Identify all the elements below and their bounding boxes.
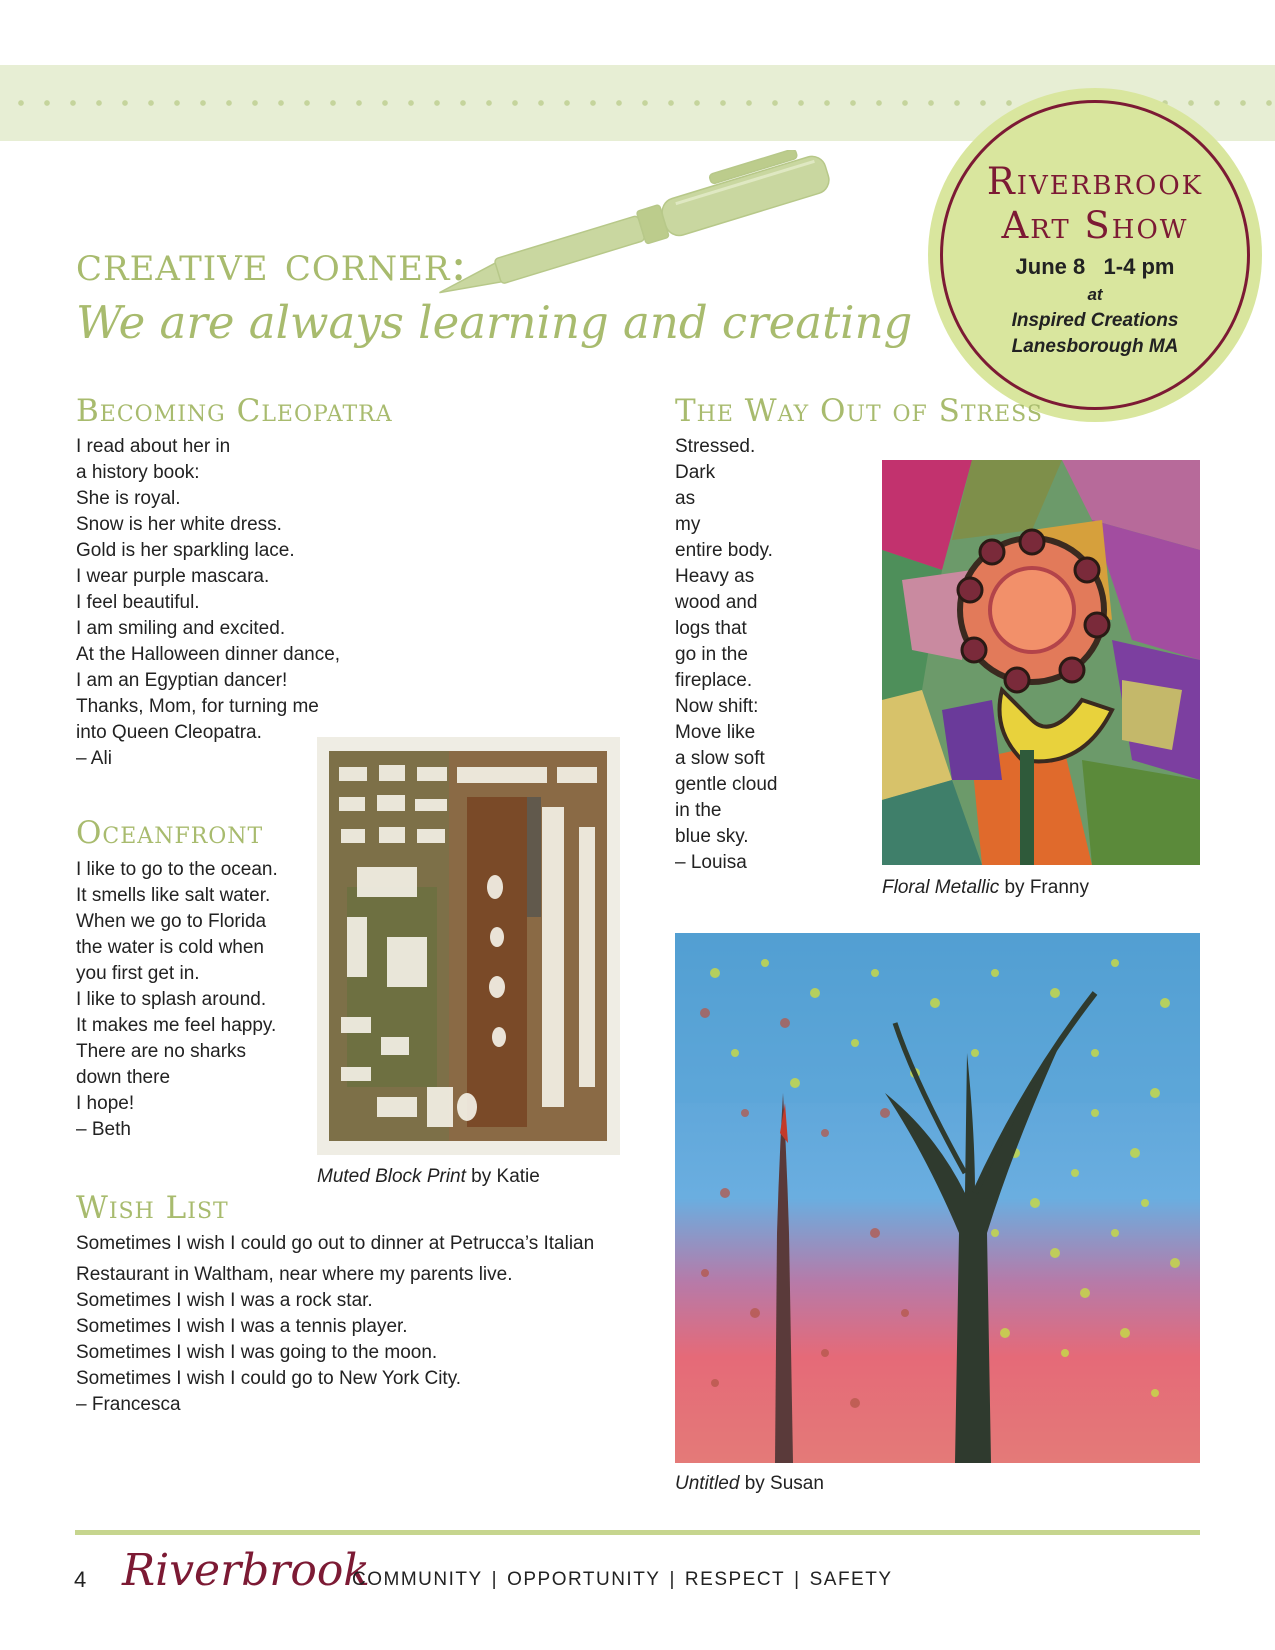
footer-rule [75, 1530, 1200, 1535]
caption-muted-block-print [317, 1166, 540, 1188]
poem-line: When we go to Florida [76, 911, 267, 932]
caption-untitled [675, 1473, 824, 1495]
poem-oceanfront [76, 857, 278, 1143]
poem-line: Snow is her white dress. [76, 514, 282, 535]
artwork-muted-block-print [317, 737, 620, 1155]
poem-line: Now shift: [675, 696, 759, 717]
poem-line: I am an Egyptian dancer! [76, 670, 288, 691]
poem-title-cleopatra: Becoming Cleopatra [76, 393, 393, 429]
artwork-title: Floral Metallic [882, 877, 1000, 898]
poem-line: entire body. [675, 540, 773, 561]
poem-line: Thanks, Mom, for turning me [76, 696, 319, 717]
poem-line: wood and [675, 592, 758, 613]
poem-line: – Francesca [76, 1394, 181, 1415]
poem-line: down there [76, 1067, 171, 1088]
poem-line: you first get in. [76, 963, 200, 984]
poem-line: Sometimes I wish I was going to the moon. [76, 1342, 438, 1363]
poem-line: It smells like salt water. [76, 885, 271, 906]
poem-line: I am smiling and excited. [76, 618, 286, 639]
poem-line: Restaurant in Waltham, near where my parents live. [76, 1264, 513, 1285]
poem-line: blue sky. [675, 826, 749, 847]
poem-line: gentle cloud [675, 774, 778, 795]
poem-line: a history book: [76, 462, 200, 483]
tagline-separator: | [669, 1569, 676, 1590]
riverbrook-logo: Riverbrook [122, 1545, 370, 1596]
poem-line: At the Halloween dinner dance, [76, 644, 341, 665]
poem-line: fireplace. [675, 670, 753, 691]
poem-line: It makes me feel happy. [76, 1015, 277, 1036]
poem-line: as [675, 488, 696, 509]
caption-floral-metallic [882, 877, 1089, 899]
poem-stress [675, 434, 777, 876]
poem-line: I feel beautiful. [76, 592, 200, 613]
artwork-title: Untitled [675, 1473, 740, 1494]
page-title: creative corner: [76, 236, 468, 292]
poem-title-oceanfront: Oceanfront [76, 815, 264, 851]
poem-title-wishlist: Wish List [76, 1190, 229, 1226]
poem-line: into Queen Cleopatra. [76, 722, 262, 743]
poem-wishlist [76, 1229, 594, 1416]
poem-line: go in the [675, 644, 748, 665]
artwork-artist: by Katie [465, 1166, 540, 1187]
artwork-floral-metallic [882, 460, 1200, 865]
poem-line: Sometimes I wish I was a tennis player. [76, 1316, 408, 1337]
artwork-title: Muted Block Print [317, 1166, 466, 1187]
poem-line: – Beth [76, 1119, 131, 1140]
badge-date: June 8 1-4 pm [1015, 254, 1175, 279]
poem-line: Sometimes I wish I was a rock star. [76, 1290, 373, 1311]
art-show-badge [928, 88, 1262, 422]
poem-line: my [675, 514, 701, 535]
poem-line: I wear purple mascara. [76, 566, 270, 587]
poem-line: logs that [675, 618, 747, 639]
poem-line: I read about her in [76, 436, 231, 457]
tagline-item: RESPECT [684, 1569, 786, 1590]
poem-line: Stressed. [675, 436, 756, 457]
badge-venue-line1: Inspired Creations [1011, 310, 1179, 331]
poem-cleopatra [76, 434, 340, 772]
poem-title-stress: The Way Out of Stress [675, 393, 1043, 429]
badge-at: at [1087, 285, 1103, 304]
badge-title-line2: Art Show [1001, 204, 1189, 247]
tagline-separator: | [491, 1569, 499, 1590]
artwork-artist: by Susan [739, 1473, 824, 1494]
poem-line: Sometimes I wish I could go out to dinner at Petrucca’s Italian [76, 1233, 595, 1254]
poem-line: I like to splash around. [76, 989, 267, 1010]
tagline-item: COMMUNITY [352, 1569, 483, 1590]
poem-line: She is royal. [76, 488, 181, 509]
footer-tagline [352, 1569, 893, 1591]
tagline-separator: | [794, 1569, 801, 1590]
tagline-item: OPPORTUNITY [507, 1569, 661, 1590]
poem-line: – Ali [76, 748, 112, 769]
poem-line: Heavy as [675, 566, 755, 587]
fountain-pen-icon [420, 150, 880, 295]
poem-line: the water is cold when [76, 937, 264, 958]
poem-line: Move like [675, 722, 756, 743]
poem-line: Dark [675, 462, 716, 483]
poem-line: in the [675, 800, 722, 821]
poem-line: a slow soft [675, 748, 765, 769]
artwork-artist: by Franny [999, 877, 1089, 898]
badge-title-line1: Riverbrook [986, 160, 1204, 203]
poem-line: Sometimes I wish I could go to New York City. [76, 1368, 462, 1389]
tagline-item: SAFETY [809, 1569, 893, 1590]
page-number: 4 [74, 1567, 87, 1592]
poem-line: – Louisa [675, 852, 747, 873]
artwork-untitled [675, 933, 1200, 1463]
poem-line: There are no sharks [76, 1041, 247, 1062]
poem-line: I like to go to the ocean. [76, 859, 278, 880]
poem-line: Gold is her sparkling lace. [76, 540, 295, 561]
badge-venue-line2: Lanesborough MA [1011, 336, 1179, 357]
poem-line: I hope! [76, 1093, 135, 1114]
page-subtitle: We are always learning and creating [76, 296, 913, 349]
